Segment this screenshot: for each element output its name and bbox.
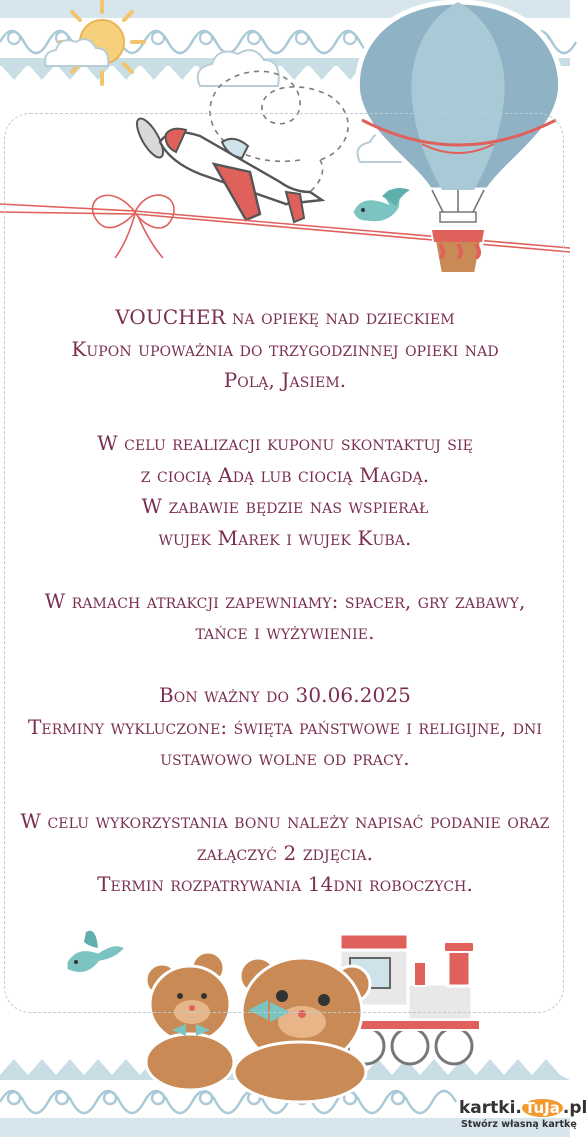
message-line: W celu realizacji kuponu skontaktuj się	[97, 431, 473, 455]
logo-brand-suffix: .pl	[562, 1098, 587, 1118]
message-line: załączyć 2 zdjęcia.	[196, 840, 374, 865]
message-line: W ramach atrakcji zapewniamy: spacer, gry zabawy,	[44, 588, 526, 613]
message-gap	[0, 649, 570, 681]
message-line: Kupon upoważnia do trzygodzinnej opieki nad	[71, 336, 499, 361]
logo-brand-mid: TuJa	[522, 1099, 563, 1117]
message-line: z ciocią Adą lub ciocią Magdą.	[140, 462, 430, 487]
message-gap	[0, 397, 570, 429]
message-line: Termin rozpatrywania 14dni roboczych.	[97, 872, 473, 896]
message-line: Bon ważny do 30.06.2025	[158, 683, 412, 707]
message-line: VOUCHER na opiekę nad dzieckiem	[115, 305, 455, 329]
logo-brand-prefix: kartki.	[459, 1098, 522, 1118]
message-line: tańce i wyżywienie.	[195, 620, 375, 644]
message-line: W celu wykorzystania bonu należy napisać podanie oraz	[20, 809, 550, 833]
message-gap	[0, 554, 570, 586]
logo-tagline: Stwórz własną kartkę	[461, 1119, 577, 1130]
kartki-tuja-logo[interactable]	[459, 1098, 587, 1136]
message-line: ustawowo wolne od pracy.	[160, 746, 410, 770]
message-line: Polą, Jasiem.	[223, 368, 347, 392]
message-line: W zabawie będzie nas wspierał	[141, 494, 429, 518]
message-line: Terminy wykluczone: święta państwowe i religijne, dni	[27, 714, 543, 739]
message-gap	[0, 775, 570, 807]
voucher-message	[0, 302, 570, 901]
message-line: wujek Marek i wujek Kuba.	[158, 525, 412, 550]
logo-brand	[459, 1098, 587, 1118]
